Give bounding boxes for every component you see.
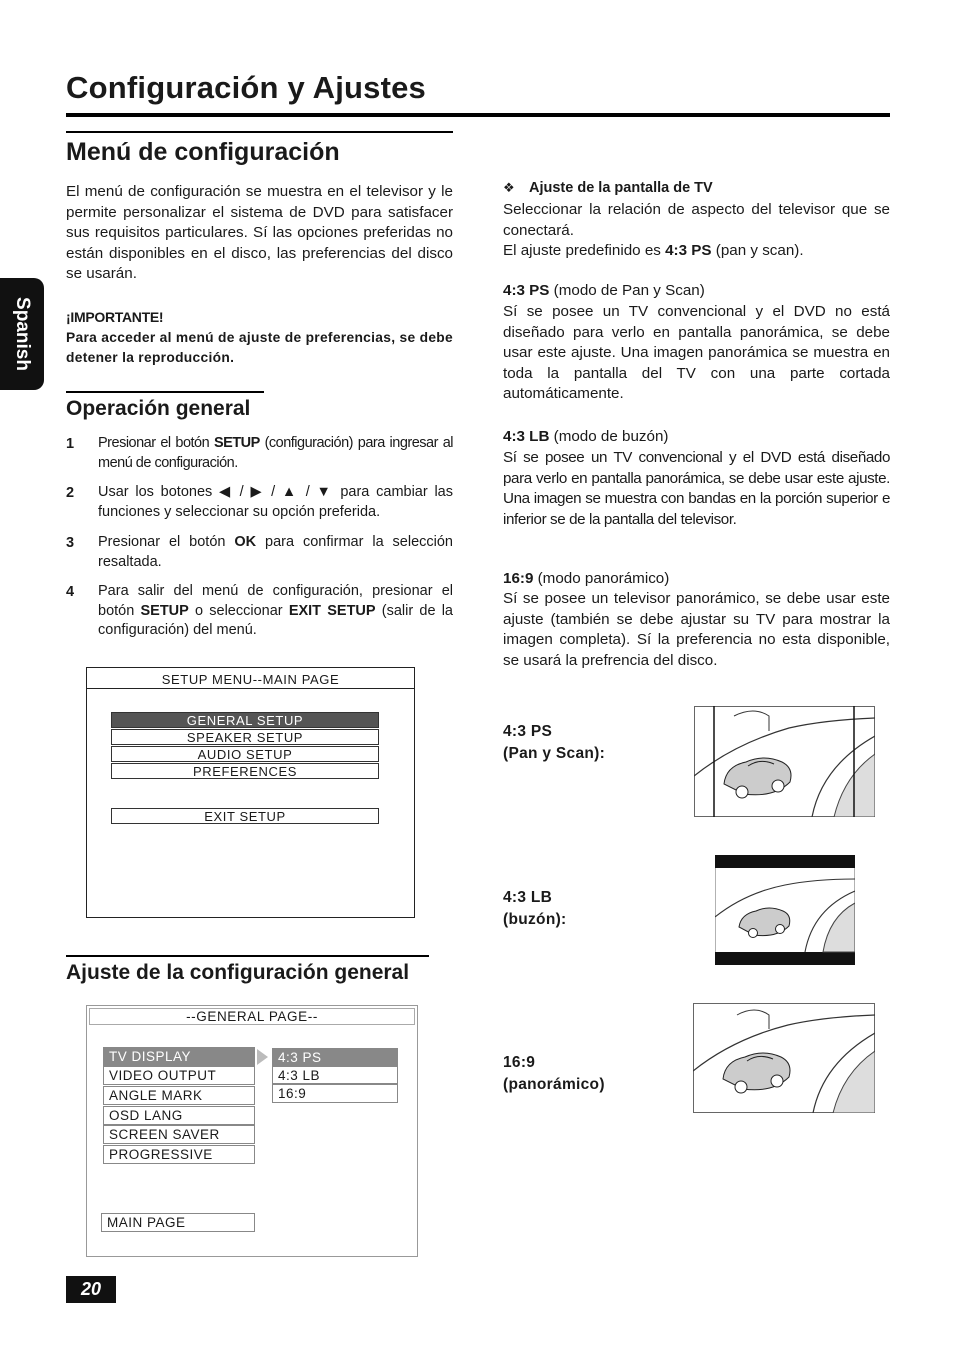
menu-item-progressive[interactable]: PROGRESSIVE [103,1145,255,1164]
option-4-3-ps[interactable]: 4:3 PS [272,1048,398,1066]
step-text: Usar los botones ◀ / ▶ / ▲ / ▼ para cambiar las funciones y seleccionar su opción preferida. [98,484,453,520]
image-label-lb: 4:3 LB (buzón): [503,889,567,928]
language-tab-label: Spanish [12,297,33,371]
menu-item-screen-saver[interactable]: SCREEN SAVER [103,1125,255,1144]
page-number: 20 [66,1276,116,1303]
arrow-right-icon [257,1049,268,1065]
section-rule [66,131,453,133]
menu-item-audio-setup[interactable]: AUDIO SETUP [111,746,379,762]
general-page-screen [86,1005,418,1257]
important-label: ¡IMPORTANTE! [66,309,164,325]
option-4-3-lb[interactable]: 4:3 LB [272,1066,398,1084]
operation-heading: Operación general [66,397,251,420]
general-page-title: --GENERAL PAGE-- [89,1008,415,1025]
setup-menu-title: SETUP MENU--MAIN PAGE [161,672,340,687]
step-number: 3 [66,535,75,551]
letterbox-illustration [715,855,855,965]
wide-mode-line: 16:9 (modo panorámico) [503,570,670,587]
menu-item-angle-mark[interactable]: ANGLE MARK [103,1086,255,1105]
language-tab [0,278,44,390]
menu-item-video-output[interactable]: VIDEO OUTPUT [103,1066,255,1085]
menu-item-preferences[interactable]: PREFERENCES [111,763,379,779]
important-text: Para acceder al menú de ajuste de preferencias, se debe detener la reproducción. [66,330,453,365]
title-rule [66,113,890,117]
menu-item-exit-setup[interactable]: EXIT SETUP [111,808,379,824]
step-text: Para salir del menú de configuración, presionar el botón SETUP o seleccionar EXIT SETUP (salir de la configuración) del menú. [98,583,453,638]
divider [87,688,414,689]
menu-item-main-page[interactable]: MAIN PAGE [101,1213,255,1232]
image-label-ps: 4:3 PS (Pan y Scan): [503,723,606,762]
section-rule [66,955,429,957]
diamond-bullet-icon: ❖ [503,180,515,195]
setup-menu-screen [86,667,415,918]
default-setting-text: El ajuste predefinido es 4:3 PS (pan y scan). [503,242,804,259]
lb-mode-text: Sí se posee un TV convencional y el DVD está diseñado para verlo en pantalla panorámica, se debe usar este ajuste. Una imagen se muestra con bandas en la porción superior e inferior se de la pantalla del televisor. [503,449,890,528]
step-number: 4 [66,584,75,600]
option-16-9[interactable]: 16:9 [272,1084,398,1103]
section-rule [66,391,264,393]
menu-item-osd-lang[interactable]: OSD LANG [103,1106,255,1125]
lb-mode-line: 4:3 LB (modo de buzón) [503,428,669,445]
wide-mode-text: Sí se posee un televisor panorámico, se debe usar este ajuste (también se debe ajustar su TV para mostrar la imagen completa). Sí la preferencia no esta disponible, se usará la prefrencia del disco. [503,590,890,669]
image-label-wide: 16:9 (panorámico) [503,1054,605,1093]
step-number: 2 [66,485,75,501]
menu-item-speaker-setup[interactable]: SPEAKER SETUP [111,729,379,745]
ps-mode-line: 4:3 PS (modo de Pan y Scan) [503,282,705,299]
page-title: Configuración y Ajustes [66,70,426,105]
menu-heading: Menú de configuración [66,138,340,166]
widescreen-illustration [693,1003,875,1113]
intro-paragraph: El menú de configuración se muestra en el televisor y le permite personalizar el sistema de DVD para satisfacer sus requisitos particulares. Sí las opciones preferidas no están disponibles en el disco, las preferencias del disco se usarán. [66,183,453,282]
menu-item-tv-display[interactable]: TV DISPLAY [103,1047,255,1066]
tv-screen-heading: Ajuste de la pantalla de TV [529,180,713,196]
general-config-heading: Ajuste de la configuración general [66,961,410,984]
tv-screen-text: Seleccionar la relación de aspecto del televisor que se conectará. [503,201,890,239]
pan-scan-illustration [694,706,875,817]
menu-item-general-setup[interactable]: GENERAL SETUP [111,712,379,728]
step-number: 1 [66,436,75,452]
step-text: Presionar el botón OK para confirmar la selección resaltada. [98,534,453,570]
ps-mode-text: Sí se posee un TV convencional y el DVD no está diseñado para verlo en pantalla panorámica, se debe usar este ajuste. Una imagen panorámica se muestra en toda la pantalla del TV con una parte cortada automáticamente. [503,303,890,402]
step-text: Presionar el botón SETUP (configuración) para ingresar al menú de configuración. [98,435,453,471]
